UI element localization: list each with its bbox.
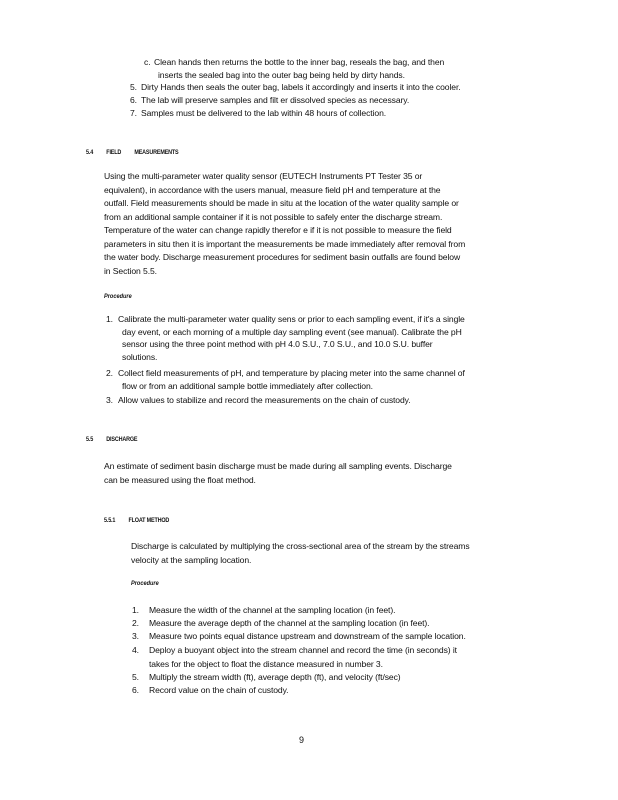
list-text: Measure two points equal distance upstream and downstream of the sample location.: [149, 631, 466, 641]
list-item: [130, 94, 570, 107]
section-heading-5-5-1: [104, 517, 169, 524]
list-number: 5.: [130, 82, 137, 92]
list-number: 3.: [132, 631, 139, 641]
list-text: Allow values to stabilize and record the measurements on the chain of custody.: [118, 395, 411, 405]
list-item-c: [144, 56, 564, 82]
procedure-item: [132, 630, 562, 643]
list-text: Measure the average depth of the channel at the sampling location (in feet).: [149, 618, 430, 628]
paragraph-line: velocity at the sampling location.: [131, 554, 252, 565]
section-title: FLOAT METHOD: [128, 517, 170, 524]
section-number: 5.4: [86, 149, 94, 156]
list-text: Record value on the chain of custody.: [149, 685, 289, 695]
paragraph-line: can be measured using the float method.: [104, 474, 256, 485]
paragraph-line: Temperature of the water can change rapidly therefor e if it is not possible to measure the field: [104, 225, 452, 235]
paragraph-line: equivalent), in accordance with the users manual, measure field pH and temperature at the: [104, 184, 441, 195]
section-5-4-paragraph: [104, 170, 465, 278]
section-5-5-paragraph: [104, 460, 452, 487]
list-marker: c.: [144, 57, 151, 67]
paragraph-line: the water body. Discharge measurement procedures for sediment basin outfalls are found below: [104, 252, 461, 262]
section-heading-5-5: [86, 436, 137, 443]
paragraph-line: Discharge is calculated by multiplying the cross-sectional area of the stream by the streams: [131, 541, 470, 551]
list-number: 6.: [130, 95, 137, 105]
procedure-item: [106, 367, 556, 393]
list-number: 6.: [132, 685, 139, 695]
list-number: 7.: [130, 108, 137, 118]
list-number: 1.: [106, 314, 113, 324]
procedure-item: [132, 644, 562, 670]
list-text: takes for the object to float the distance measured in number 3.: [149, 658, 383, 669]
list-number: 4.: [132, 645, 139, 655]
section-number: 5.5.1: [104, 517, 116, 524]
section-title: DISCHARGE: [106, 436, 138, 443]
list-number: 2.: [106, 368, 113, 378]
section-title: FIELD MEASUREMENTS: [106, 149, 179, 156]
list-item: [130, 107, 570, 120]
list-text: The lab will preserve samples and filt er dissolved species as necessary.: [141, 95, 410, 105]
paragraph-line: from an additional sample container if it is not possible to safely enter the discharge stream.: [104, 211, 443, 222]
procedure-label: Procedure: [131, 580, 159, 587]
list-number: 3.: [106, 395, 113, 405]
list-item: [130, 81, 570, 94]
list-text: Dirty Hands then seals the outer bag, labels it accordingly and inserts it into the cooler.: [141, 82, 461, 92]
paragraph-line: An estimate of sediment basin discharge must be made during all sampling events. Discharge: [104, 461, 452, 471]
list-text: flow or from an additional sample bottle immediately after collection.: [122, 380, 373, 391]
list-text: sensor using the three point method with pH 4.0 S.U., 7.0 S.U., and 10.0 S.U. buffer: [122, 339, 433, 350]
procedure-item: [132, 604, 562, 617]
page-number: 9: [299, 735, 305, 745]
list-text: day event, or each morning of a multiple day sampling event (see manual). Calibrate the pH: [122, 326, 462, 337]
paragraph-line: Using the multi-parameter water quality sensor (EUTECH Instruments PT Tester 35 or: [104, 171, 423, 181]
list-text: Calibrate the multi-parameter water quality sens or prior to each sampling event, if it's a single: [118, 314, 465, 324]
paragraph-line: in Section 5.5.: [104, 265, 157, 276]
list-text: solutions.: [122, 351, 158, 362]
procedure-item: [132, 684, 562, 697]
list-text: Clean hands then returns the bottle to the inner bag, reseals the bag, and then: [154, 57, 445, 67]
procedure-item: [106, 313, 556, 365]
procedure-item: [132, 671, 562, 684]
paragraph-line: outfall. Field measurements should be made in situ at the location of the water quality sample or: [104, 198, 459, 208]
list-text: Measure the width of the channel at the sampling location (in feet).: [149, 605, 396, 615]
section-5-5-1-paragraph: [131, 540, 470, 567]
section-heading-5-4: [86, 149, 179, 156]
list-text: Collect field measurements of pH, and temperature by placing meter into the same channel of: [118, 368, 465, 378]
list-number: 1.: [132, 605, 139, 615]
list-text: Multiply the stream width (ft), average depth (ft), and velocity (ft/sec): [149, 672, 401, 682]
paragraph-line: parameters in situ then it is important the measurements be made immediately after removal from: [104, 238, 466, 249]
procedure-label: Procedure: [104, 293, 132, 300]
procedure-item: [132, 617, 562, 630]
procedure-item: [106, 394, 556, 407]
list-text: Deploy a buoyant object into the stream channel and record the time (in seconds) it: [149, 645, 457, 655]
list-text: inserts the sealed bag into the outer bag being held by dirty hands.: [158, 69, 405, 80]
list-number: 5.: [132, 672, 139, 682]
list-text: Samples must be delivered to the lab within 48 hours of collection.: [141, 108, 387, 118]
list-number: 2.: [132, 618, 139, 628]
section-number: 5.5: [86, 436, 94, 443]
